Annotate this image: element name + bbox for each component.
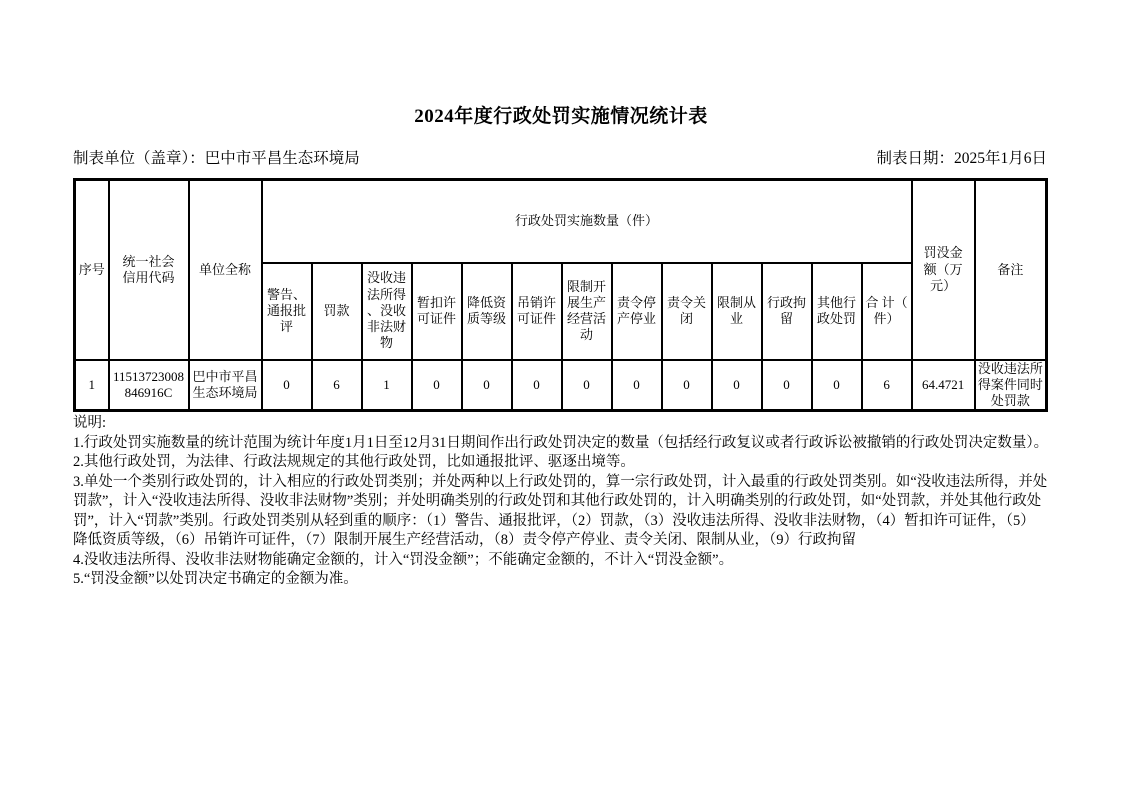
cell-total: 6 <box>862 360 912 411</box>
cell-warning: 0 <box>262 360 312 411</box>
page-title: 2024年度行政处罚实施情况统计表 <box>414 106 708 127</box>
cell-amount: 64.4721 <box>912 360 975 411</box>
cell-unit-name: 巴中市平昌生态环境局 <box>189 360 262 411</box>
cell-fine: 6 <box>312 360 362 411</box>
prepared-date-label: 制表日期：2025年1月6日 <box>876 150 1047 167</box>
cell-restrict-production: 0 <box>562 360 612 411</box>
header-suspend-license: 暂扣许可证件 <box>412 263 462 360</box>
header-confiscation: 没收违法所得、没收非法财物 <box>362 263 412 360</box>
header-credit-code <box>109 180 189 360</box>
header-warning: 警告、通报批评 <box>262 263 312 360</box>
header-credit-code-text: 统一社会信用代码 <box>122 253 175 285</box>
header-penalty-group: 行政处罚实施数量（件） <box>262 180 912 263</box>
header-restrict-production: 限制开展生产经营活动 <box>562 263 612 360</box>
cell-restrict-employment: 0 <box>712 360 762 411</box>
header-downgrade-qualification: 降低资质等级 <box>462 263 512 360</box>
cell-admin-detention: 0 <box>762 360 812 411</box>
prepared-by-label: 制表单位（盖章）：巴中市平昌生态环境局 <box>73 150 360 167</box>
cell-order-closure: 0 <box>662 360 712 411</box>
header-row-top <box>75 180 1047 263</box>
note-item-5: 5.“罚没金额”以处罚决定书确定的金额为准。 <box>73 571 358 587</box>
notes-section <box>73 414 1049 590</box>
cell-revoke-license: 0 <box>512 360 562 411</box>
header-other-penalty: 其他行政处罚 <box>812 263 862 360</box>
header-restrict-employment: 限制从业 <box>712 263 762 360</box>
cell-other-penalty: 0 <box>812 360 862 411</box>
cell-downgrade-qualification: 0 <box>462 360 512 411</box>
header-remark: 备注 <box>975 180 1047 360</box>
header-amount <box>912 180 975 360</box>
header-seq: 序号 <box>75 180 109 360</box>
header-amount-text: 罚没金额（万元） <box>923 245 963 293</box>
note-item-2: 2.其他行政处罚，为法律、行政法规规定的其他行政处罚，比如通报批评、驱逐出境等。 <box>73 454 635 470</box>
cell-confiscation: 1 <box>362 360 412 411</box>
header-admin-detention: 行政拘留 <box>762 263 812 360</box>
cell-order-suspension: 0 <box>612 360 662 411</box>
cell-credit-code: 11513723008846916C <box>109 360 189 411</box>
notes-heading: 说明: <box>73 415 107 431</box>
cell-seq: 1 <box>75 360 109 411</box>
note-item-4: 4.没收违法所得、没收非法财物能确定金额的，计入“罚没金额”；不能确定金额的，不计入“罚没金额”。 <box>73 551 734 568</box>
header-order-closure: 责令关闭 <box>662 263 712 360</box>
note-item-3: 3.单处一个类别行政处罚的，计入相应的行政处罚类别；并处两种以上行政处罚的，算一宗行政处罚，计入最重的行政处罚类别。如“没收违法所得，并处罚款”，计入“没收违法所得、没收非法财物”类别；并处明确类别的行政处罚和其他行政处罚的，计入明确类别的行政处罚，如“处罚款，并处其他行政处罚”，计入“罚款”类别。行政处罚类别从轻到重的顺序：（1）警告、通报批评，（2）罚款，（3）没收违法所得、没收非法财物，（4）暂扣许可证件，（5）降低资质等级，（6）吊销许可证件，（7）限制开展生产经营活动，（8）责令停产停业、责令关闭、限制从业，（9）行政拘留 <box>73 473 1048 548</box>
table-row <box>75 360 1047 411</box>
cell-suspend-license: 0 <box>412 360 462 411</box>
penalty-stats-table <box>73 178 1048 412</box>
header-order-suspension: 责令停产停业 <box>612 263 662 360</box>
cell-remark: 没收违法所得案件同时处罚款 <box>975 360 1047 411</box>
note-item-1: 1.行政处罚实施数量的统计范围为统计年度1月1日至12月31日期间作出行政处罚决定的数量（包括经行政复议或者行政诉讼被撤销的行政处罚决定数量）。 <box>73 434 1049 451</box>
header-unit-name: 单位全称 <box>189 180 262 360</box>
header-revoke-license: 吊销许可证件 <box>512 263 562 360</box>
meta-row <box>73 146 1047 168</box>
header-fine: 罚款 <box>312 263 362 360</box>
header-total: 合 计（件） <box>862 263 912 360</box>
